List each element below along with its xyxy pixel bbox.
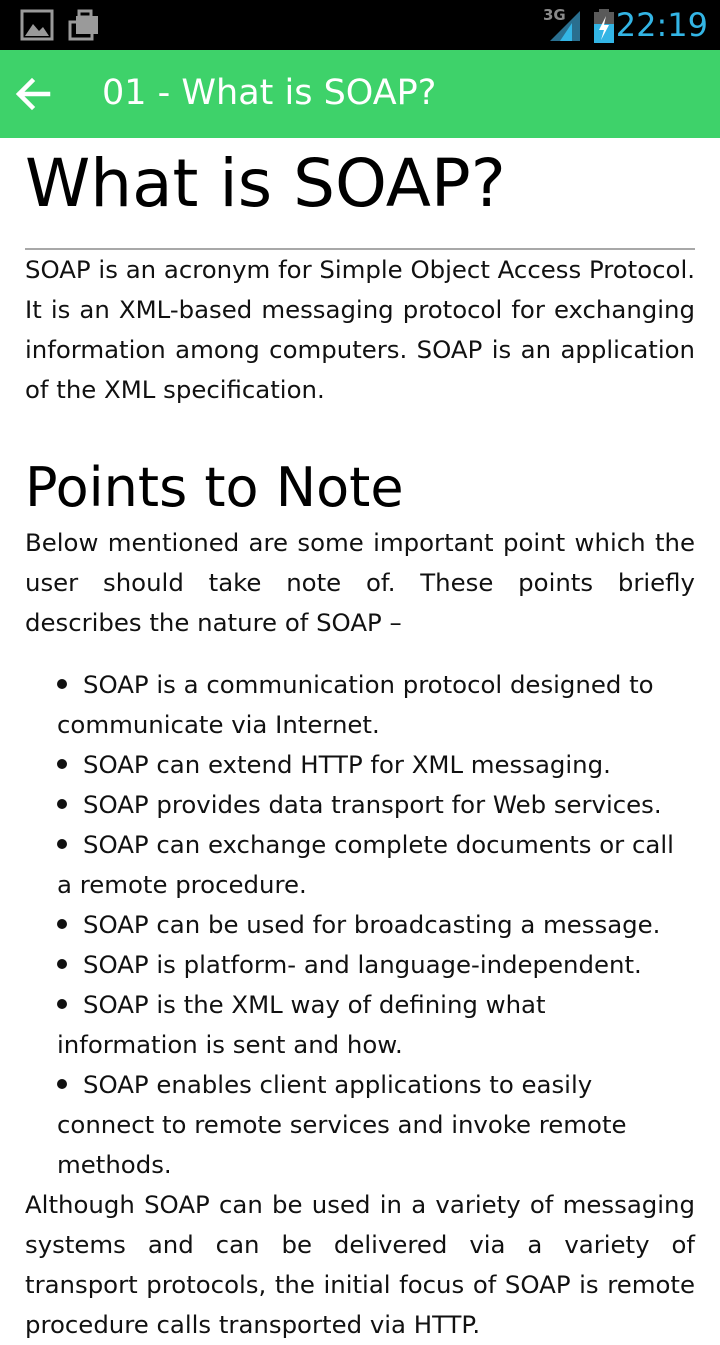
- points-list: [25, 665, 695, 1185]
- list-item: [57, 985, 695, 1065]
- image-icon: [20, 9, 54, 41]
- bullet-icon: [57, 679, 67, 689]
- app-bar-title: 01 - What is SOAP?: [102, 73, 437, 113]
- bullet-icon: [57, 959, 67, 969]
- status-bar: [0, 0, 720, 50]
- list-item-text: SOAP enables client applications to easily connect to remote services and invoke remote methods.: [57, 1070, 627, 1179]
- bullet-icon: [57, 759, 67, 769]
- intro-paragraph: SOAP is an acronym for Simple Object Access Protocol. It is an XML-based messaging protocol for exchanging information among computers. SOAP is an application of the XML specification.: [25, 255, 695, 404]
- closing-paragraph: Although SOAP can be used in a variety of messaging systems and can be delivered via a variety of transport protocols, the initial focus of SOAP is remote procedure calls transported via HTTP.: [25, 1190, 695, 1339]
- bullet-icon: [57, 919, 67, 929]
- list-item-text: SOAP is a communication protocol designed to communicate via Internet.: [57, 670, 654, 739]
- list-item: [57, 825, 695, 905]
- network-type-label: 3G: [543, 6, 566, 24]
- bullet-icon: [57, 839, 67, 849]
- list-item: [57, 665, 695, 745]
- list-item-text: SOAP can extend HTTP for XML messaging.: [83, 750, 611, 779]
- list-item: [57, 945, 695, 985]
- status-clock: 22:19: [615, 6, 708, 44]
- bullet-icon: [57, 999, 67, 1009]
- list-item-text: SOAP is the XML way of defining what information is sent and how.: [57, 990, 546, 1059]
- section-title: Points to Note: [25, 456, 404, 519]
- list-item: [57, 1065, 695, 1185]
- arrow-left-icon[interactable]: [10, 70, 58, 118]
- list-item-text: SOAP provides data transport for Web services.: [83, 790, 662, 819]
- briefcase-icon: [68, 9, 100, 41]
- list-item-text: SOAP can be used for broadcasting a message.: [83, 910, 661, 939]
- list-item-text: SOAP is platform- and language-independent.: [83, 950, 642, 979]
- app-bar: [0, 50, 720, 138]
- battery-charging-icon: [592, 8, 616, 44]
- list-item: [57, 785, 695, 825]
- page-title: What is SOAP?: [25, 145, 506, 222]
- list-item-text: SOAP can exchange complete documents or call a remote procedure.: [57, 830, 674, 899]
- list-item: [57, 745, 695, 785]
- bullet-icon: [57, 799, 67, 809]
- article-content[interactable]: [0, 138, 720, 1339]
- section-intro-paragraph: Below mentioned are some important point which the user should take note of. These points briefly describes the nature of SOAP –: [25, 528, 695, 637]
- list-item: [57, 905, 695, 945]
- bullet-icon: [57, 1079, 67, 1089]
